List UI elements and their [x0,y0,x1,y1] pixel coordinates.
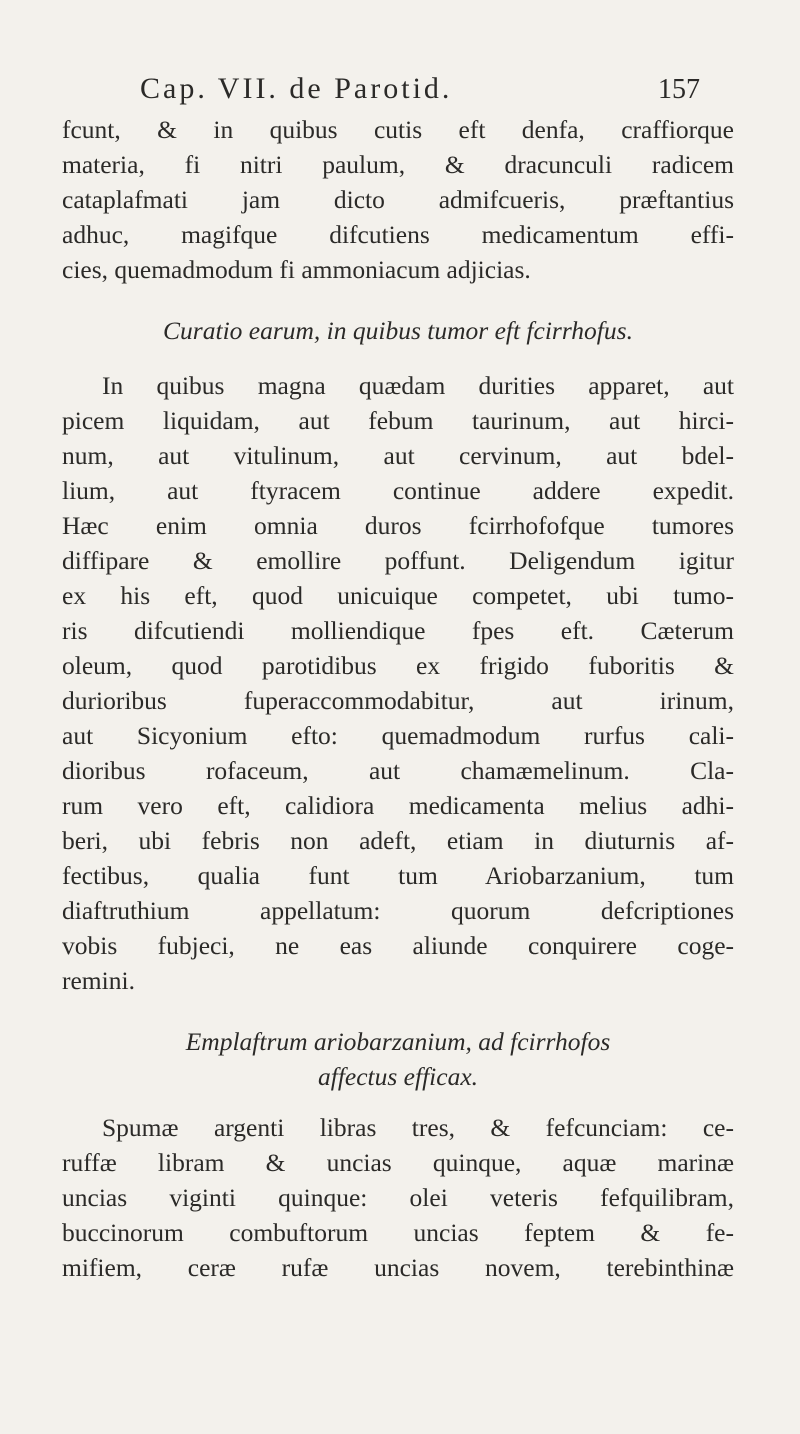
text-line: materia, fi nitri paulum, & dracunculi radicem [62,150,734,179]
text-line: lium, aut ftyracem continue addere expedit. [62,476,734,505]
text-line: adhuc, magifque difcutiens medicamentum effi- [62,220,734,249]
text-line: remini. [62,966,135,995]
page-number: 157 [658,74,700,105]
text-line: fcunt, & in quibus cutis eft denfa, craffiorque [62,115,734,144]
text-line: num, aut vitulinum, aut cervinum, aut bdel- [62,441,734,470]
text-line: diffipare & emollire poffunt. Deligendum igitur [62,546,734,575]
paragraph-3 [62,1110,734,1285]
text-line: diaftruthium appellatum: quorum defcriptiones [62,896,734,925]
text-line: Hæc enim omnia duros fcirrhofofque tumores [62,511,734,540]
text-line: dioribus rofaceum, aut chamæmelinum. Cla- [62,756,734,785]
section-heading-curatio: Curatio earum, in quibus tumor eft fcirrhofus. [163,316,633,345]
running-header [140,72,700,112]
text-line: mifiem, ceræ rufæ uncias novem, terebinthinæ [62,1253,734,1282]
text-line: fectibus, qualia funt tum Ariobarzanium, tum [62,861,734,890]
text-line: buccinorum combuftorum uncias feptem & fe- [62,1218,734,1247]
text-line: Spumæ argenti libras tres, & fefcunciam: ce- [102,1113,734,1142]
chapter-title: Cap. VII. de Parotid. [140,72,453,105]
page-body [62,112,734,1285]
text-line: ex his eft, quod unicuique competet, ubi tumo- [62,581,734,610]
text-line: picem liquidam, aut febum taurinum, aut hirci- [62,406,734,435]
text-line: vobis fubjeci, ne eas aliunde conquirere coge- [62,931,734,960]
text-line: ruffæ libram & uncias quinque, aquæ marinæ [62,1148,734,1177]
text-line: In quibus magna quædam durities apparet, aut [102,371,734,400]
paragraph-1 [62,112,734,287]
heading-line: Emplaftrum ariobarzanium, ad fcirrhofos [185,1027,611,1056]
paragraph-2 [62,368,734,998]
section-heading-emplastrum [62,1024,734,1094]
heading-line: affectus efficax. [317,1062,479,1091]
text-line: cataplafmati jam dicto admifcueris, præftantius [62,185,734,214]
text-line: rum vero eft, calidiora medicamenta melius adhi- [62,791,734,820]
text-line: beri, ubi febris non adeft, etiam in diuturnis af- [62,826,734,855]
text-line: ris difcutiendi molliendique fpes eft. Cæterum [62,616,734,645]
text-line: uncias viginti quinque: olei veteris fefquilibram, [62,1183,734,1212]
text-line: cies, quemadmodum fi ammoniacum adjicias. [62,255,531,284]
text-line: aut Sicyonium efto: quemadmodum rurfus cali- [62,721,734,750]
text-line: oleum, quod parotidibus ex frigido fuboritis & [62,651,734,680]
text-line: durioribus fuperaccommodabitur, aut irinum, [62,686,734,715]
